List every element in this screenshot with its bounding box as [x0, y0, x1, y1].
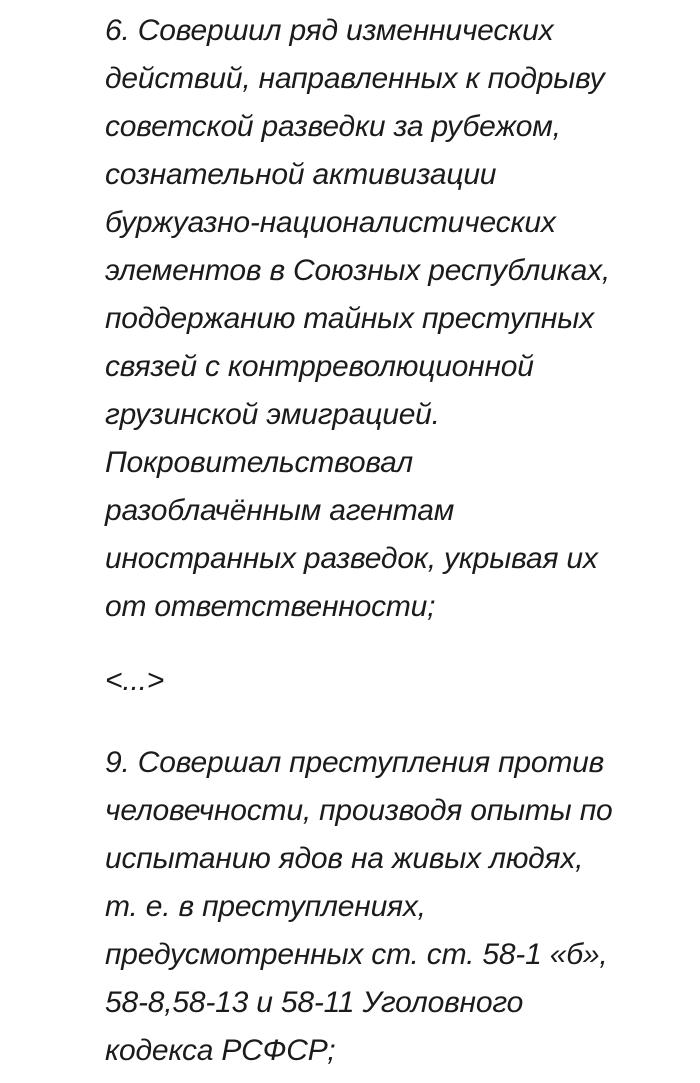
text-line: человечности, производя опыты по	[105, 794, 613, 827]
text-line: сознательной активизации	[105, 158, 497, 191]
text-line: 9. Совершал преступления против	[105, 746, 605, 779]
text-line: разоблачённым агентам	[105, 494, 455, 527]
text-line: испытанию ядов на живых людях,	[105, 842, 584, 875]
text-line: поддержанию тайных преступных	[105, 302, 594, 335]
paragraph-item-9	[105, 739, 660, 1075]
text-line: грузинской эмиграцией.	[105, 398, 440, 431]
text-line: Покровительствовал	[105, 446, 414, 479]
text-line: от ответственности;	[105, 590, 436, 623]
text-line: т. е. в преступлениях,	[105, 890, 426, 923]
text-line: 6. Совершил ряд изменнических	[105, 14, 554, 47]
text-line: предусмотренных ст. ст. 58-1 «б»,	[105, 938, 608, 971]
text-line: кодекса РСФСР;	[105, 1034, 336, 1067]
text-line: элементов в Союзных республиках,	[105, 254, 611, 287]
text-line: действий, направленных к подрыву	[105, 62, 605, 95]
text-line: связей с контрреволюционной	[105, 350, 534, 383]
text-line: 58-8,58-13 и 58-11 Уголовного	[105, 986, 524, 1019]
text-line: иностранных разведок, укрывая их	[105, 542, 598, 575]
text-line: советской разведки за рубежом,	[105, 110, 561, 143]
omission-marker: <...>	[105, 664, 165, 697]
paragraph-item-6	[105, 7, 660, 631]
text-line: буржуазно-националистических	[105, 206, 556, 239]
